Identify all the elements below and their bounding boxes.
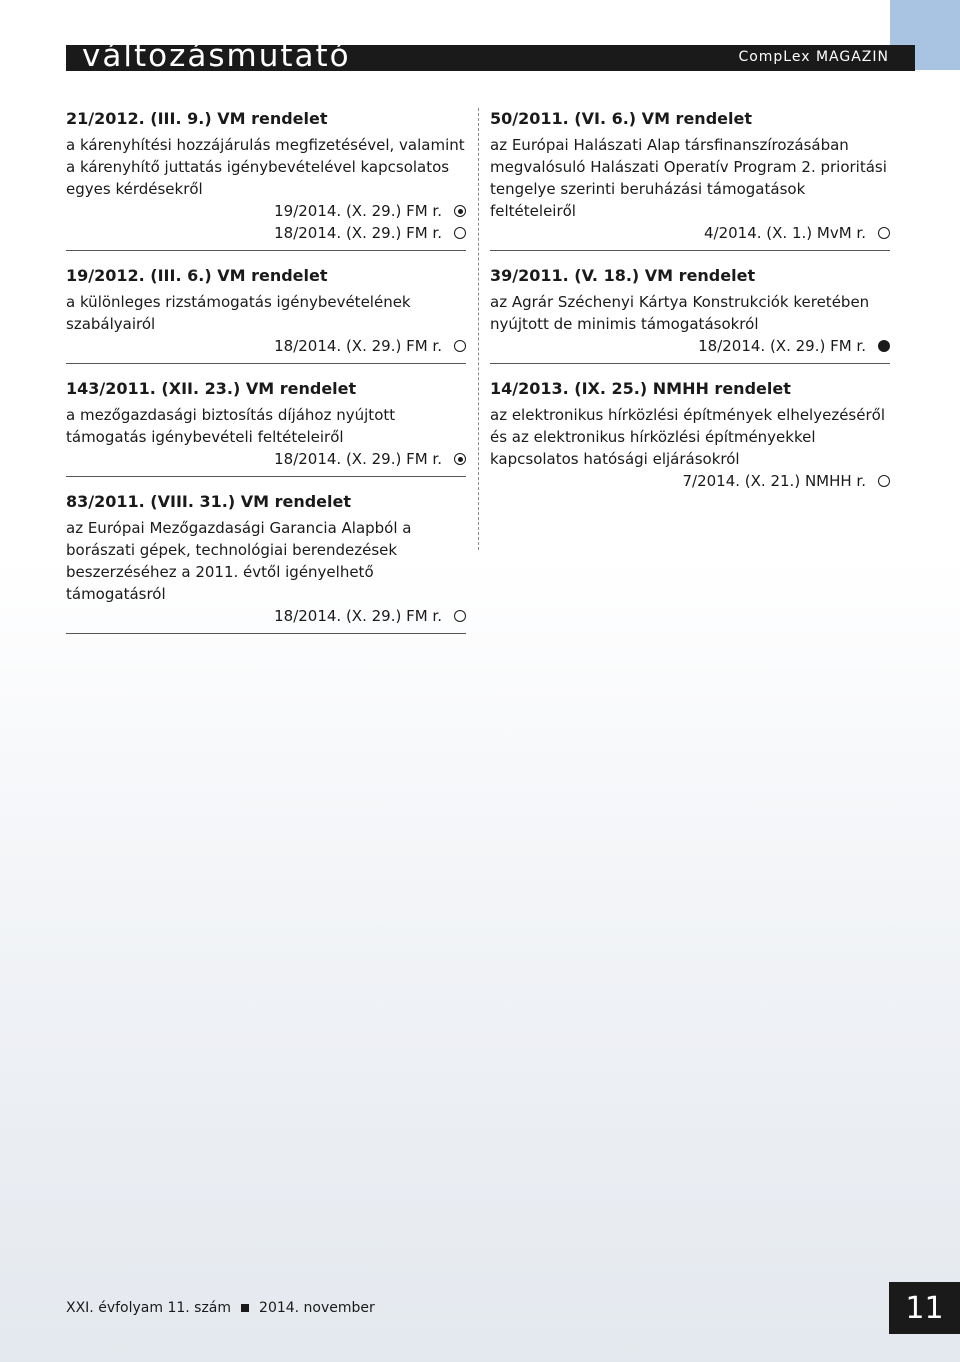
amendment-ref	[66, 448, 466, 470]
ref-text: 19/2014. (X. 29.) FM r.	[274, 202, 442, 220]
entry-description: az Agrár Széchenyi Kártya Konstrukciók keretében nyújtott de minimis támogatásokról	[490, 293, 870, 333]
list-item	[490, 108, 890, 251]
page-number: 11	[889, 1282, 960, 1334]
column-divider	[478, 108, 479, 550]
ref-text: 18/2014. (X. 29.) FM r.	[274, 224, 442, 242]
magazine-name: CompLex MAGAZIN	[738, 49, 889, 65]
list-item	[490, 265, 890, 364]
header-bar	[66, 38, 915, 74]
open-circle-icon	[878, 227, 890, 239]
entry-description: a különleges rizstámogatás igénybevételének szabályairól	[66, 293, 411, 333]
divider	[66, 476, 466, 477]
entry-title: 50/2011. (VI. 6.) VM rendelet	[490, 109, 752, 128]
ref-text: 4/2014. (X. 1.) MvM r.	[704, 224, 866, 242]
background-decoration	[0, 560, 960, 1362]
left-column	[66, 108, 466, 648]
amendment-ref	[66, 222, 466, 244]
open-circle-icon	[878, 475, 890, 487]
amendment-ref	[66, 335, 466, 357]
open-circle-icon	[454, 610, 466, 622]
volume-info: XXI. évfolyam 11. szám	[66, 1300, 232, 1316]
right-column	[490, 108, 890, 492]
list-item	[66, 378, 466, 477]
entry-description: az Európai Mezőgazdasági Garancia Alapból a borászati gépek, technológiai berendezések beszerzéséhez a 2011. évtől igényelhető támogatásról	[66, 519, 412, 603]
entry-title: 39/2011. (V. 18.) VM rendelet	[490, 266, 756, 285]
partial-change-icon	[454, 453, 466, 465]
divider	[66, 250, 466, 251]
amendment-ref	[490, 222, 890, 244]
divider	[490, 363, 890, 364]
ref-text: 18/2014. (X. 29.) FM r.	[274, 450, 442, 468]
list-item	[66, 491, 466, 634]
entry-title: 83/2011. (VIII. 31.) VM rendelet	[66, 492, 352, 511]
entry-description: a mezőgazdasági biztosítás díjához nyújtott támogatás igénybevételi feltételeiről	[66, 406, 396, 446]
footer	[66, 1300, 375, 1316]
entry-title: 21/2012. (III. 9.) VM rendelet	[66, 109, 328, 128]
list-item	[66, 108, 466, 251]
ref-text: 7/2014. (X. 21.) NMHH r.	[682, 472, 866, 490]
amendment-ref	[66, 200, 466, 222]
amendment-ref	[490, 470, 890, 492]
entry-description: a kárenyhítési hozzájárulás megfizetésével, valamint a kárenyhítő juttatás igénybevételével kapcsolatos egyes kérdésekről	[66, 136, 465, 198]
section-title: változásmutató	[82, 38, 351, 74]
ref-text: 18/2014. (X. 29.) FM r.	[274, 337, 442, 355]
list-item	[490, 378, 890, 492]
entry-description: az Európai Halászati Alap társfinanszírozásában megvalósuló Halászati Operatív Program 2. prioritási tengelye szerinti beruházási támogatások feltételeiről	[490, 136, 887, 220]
amendment-ref	[490, 335, 890, 357]
square-bullet-icon	[241, 1304, 249, 1312]
open-circle-icon	[454, 227, 466, 239]
entry-title: 14/2013. (IX. 25.) NMHH rendelet	[490, 379, 791, 398]
issue-date: 2014. november	[259, 1300, 375, 1316]
divider	[66, 363, 466, 364]
open-circle-icon	[454, 340, 466, 352]
entry-description: az elektronikus hírközlési építmények elhelyezéséről és az elektronikus hírközlési építményekkel kapcsolatos hatósági eljárásokról	[490, 406, 885, 468]
entry-title: 143/2011. (XII. 23.) VM rendelet	[66, 379, 357, 398]
divider	[490, 250, 890, 251]
partial-change-icon	[454, 205, 466, 217]
filled-circle-icon	[878, 340, 890, 352]
ref-text: 18/2014. (X. 29.) FM r.	[274, 607, 442, 625]
divider	[66, 633, 466, 634]
amendment-ref	[66, 605, 466, 627]
entry-title: 19/2012. (III. 6.) VM rendelet	[66, 266, 328, 285]
list-item	[66, 265, 466, 364]
ref-text: 18/2014. (X. 29.) FM r.	[698, 337, 866, 355]
